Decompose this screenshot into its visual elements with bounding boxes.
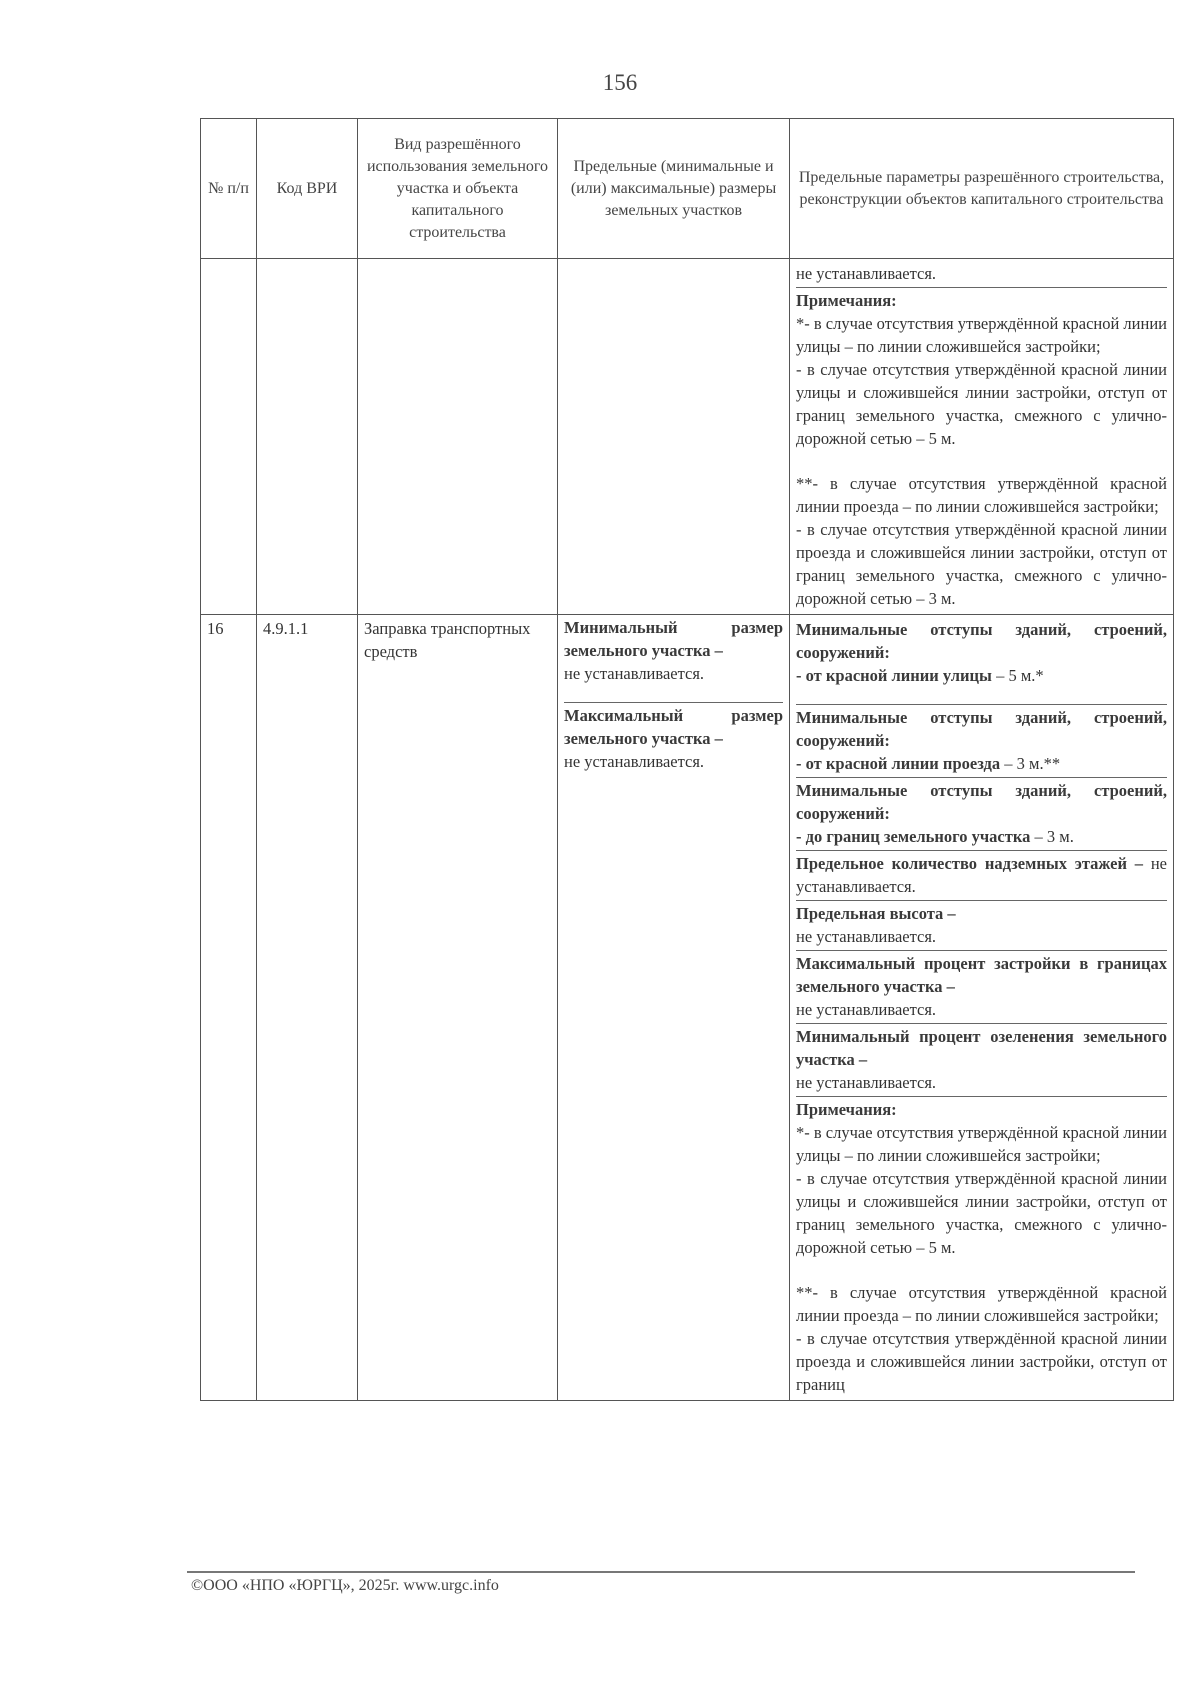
header-use: Вид разрешённого использования земельного участка и объекта капитального строительства <box>358 119 558 259</box>
row16-param-floors-value: не устанавливается. <box>796 854 1167 896</box>
row16-notes-title: Примечания: <box>796 1100 897 1119</box>
row16-max-size-value: не устанавливается. <box>564 752 705 771</box>
row16-note-4: - в случае отсутствия утверждённой красной линии проезда и сложившейся линии застройки, отступ от границ <box>796 1329 1167 1394</box>
row16-min-size <box>564 615 783 702</box>
row16-param-driveway <box>796 704 1167 777</box>
header-params: Предельные параметры разрешённого строительства, реконструкции объектов капитального строительства <box>790 119 1174 259</box>
cont-params-cell <box>790 259 1174 615</box>
header-code: Код ВРИ <box>257 119 358 259</box>
row16-param-boundary-value: – 3 м. <box>1030 827 1074 846</box>
row16-min-size-label: Минимальный размер земельного участка – <box>564 618 783 660</box>
cont-notes <box>796 287 1167 612</box>
footer-divider <box>187 1571 1135 1573</box>
row16-params-cell <box>790 615 1174 1401</box>
row16-param-street <box>796 617 1167 704</box>
footer-copyright: ©ООО «НПО «ЮРГЦ», 2025г. www.urgc.info <box>191 1577 499 1594</box>
cont-notes-title: Примечания: <box>796 291 897 310</box>
row16-code: 4.9.1.1 <box>257 615 358 1401</box>
row16-num: 16 <box>201 615 257 1401</box>
cont-num-cell <box>201 259 257 615</box>
table-header-row <box>201 119 1174 259</box>
cont-sizes-cell <box>558 259 790 615</box>
cont-use-cell <box>358 259 558 615</box>
row16-param-height-label: Предельная высота – <box>796 904 956 923</box>
row16-param-height-value: не устанавливается. <box>796 927 937 946</box>
cont-code-cell <box>257 259 358 615</box>
regulations-table <box>200 118 1174 1401</box>
row16-param-street-label: Минимальные отступы зданий, строений, сооружений: <box>796 620 1167 662</box>
table-row-16 <box>201 615 1174 1401</box>
row16-min-size-value: не устанавливается. <box>564 664 705 683</box>
row16-note-2: - в случае отсутствия утверждённой красной линии улицы и сложившейся линии застройки, отступ от границ земельного участка, смежного с улично-дорожной сетью – 5 м. <box>796 1169 1167 1257</box>
row16-param-driveway-value: – 3 м.** <box>1000 754 1061 773</box>
row16-param-greening <box>796 1023 1167 1096</box>
cont-note-1: *- в случае отсутствия утверждённой красной линии улицы – по линии сложившейся застройки; <box>796 314 1167 356</box>
cont-note-3: **- в случае отсутствия утверждённой красной линии проезда – по линии сложившейся застройки; <box>796 474 1167 516</box>
row16-param-floors <box>796 850 1167 900</box>
row16-param-street-item: - от красной линии улицы <box>796 666 992 685</box>
header-sizes: Предельные (минимальные и (или) максимальные) размеры земельных участков <box>558 119 790 259</box>
row16-param-street-value: – 5 м.* <box>991 666 1044 685</box>
row16-use: Заправка транспортных средств <box>358 615 558 1401</box>
row16-note-1: *- в случае отсутствия утверждённой красной линии улицы – по линии сложившейся застройки; <box>796 1123 1167 1165</box>
header-num: № п/п <box>201 119 257 259</box>
row16-param-boundary-item: - до границ земельного участка <box>796 827 1031 846</box>
row16-param-floors-label: Предельное количество надземных этажей – <box>796 854 1144 873</box>
cont-note-2: - в случае отсутствия утверждённой красной линии улицы и сложившейся линии застройки, отступ от границ земельного участка, смежного с улично-дорожной сетью – 5 м. <box>796 360 1167 448</box>
row16-param-height <box>796 900 1167 950</box>
row16-param-driveway-label: Минимальные отступы зданий, строений, сооружений: <box>796 708 1167 750</box>
row16-max-size <box>564 702 783 775</box>
row16-param-greening-label: Минимальный процент озеленения земельного участка – <box>796 1027 1167 1069</box>
row16-note-3: **- в случае отсутствия утверждённой красной линии проезда – по линии сложившейся застройки; <box>796 1283 1167 1325</box>
row16-max-size-label: Максимальный размер земельного участка – <box>564 706 783 748</box>
page-number: 156 <box>602 70 638 95</box>
row16-param-driveway-item: - от красной линии проезда <box>796 754 1001 773</box>
table-row-continuation <box>201 259 1174 615</box>
row16-param-boundary <box>796 777 1167 850</box>
row16-param-coverage-label: Максимальный процент застройки в границах земельного участка – <box>796 954 1167 996</box>
row16-param-coverage-value: не устанавливается. <box>796 1000 937 1019</box>
cont-tail-text: не устанавливается. <box>796 264 937 283</box>
row16-sizes-cell <box>558 615 790 1401</box>
cont-note-4: - в случае отсутствия утверждённой красной линии проезда и сложившейся линии застройки, отступ от границ земельного участка, смежного с улично-дорожной сетью – 3 м. <box>796 520 1167 608</box>
row16-param-boundary-label: Минимальные отступы зданий, строений, сооружений: <box>796 781 1167 823</box>
row16-param-coverage <box>796 950 1167 1023</box>
row16-notes <box>796 1096 1167 1398</box>
row16-param-greening-value: не устанавливается. <box>796 1073 937 1092</box>
